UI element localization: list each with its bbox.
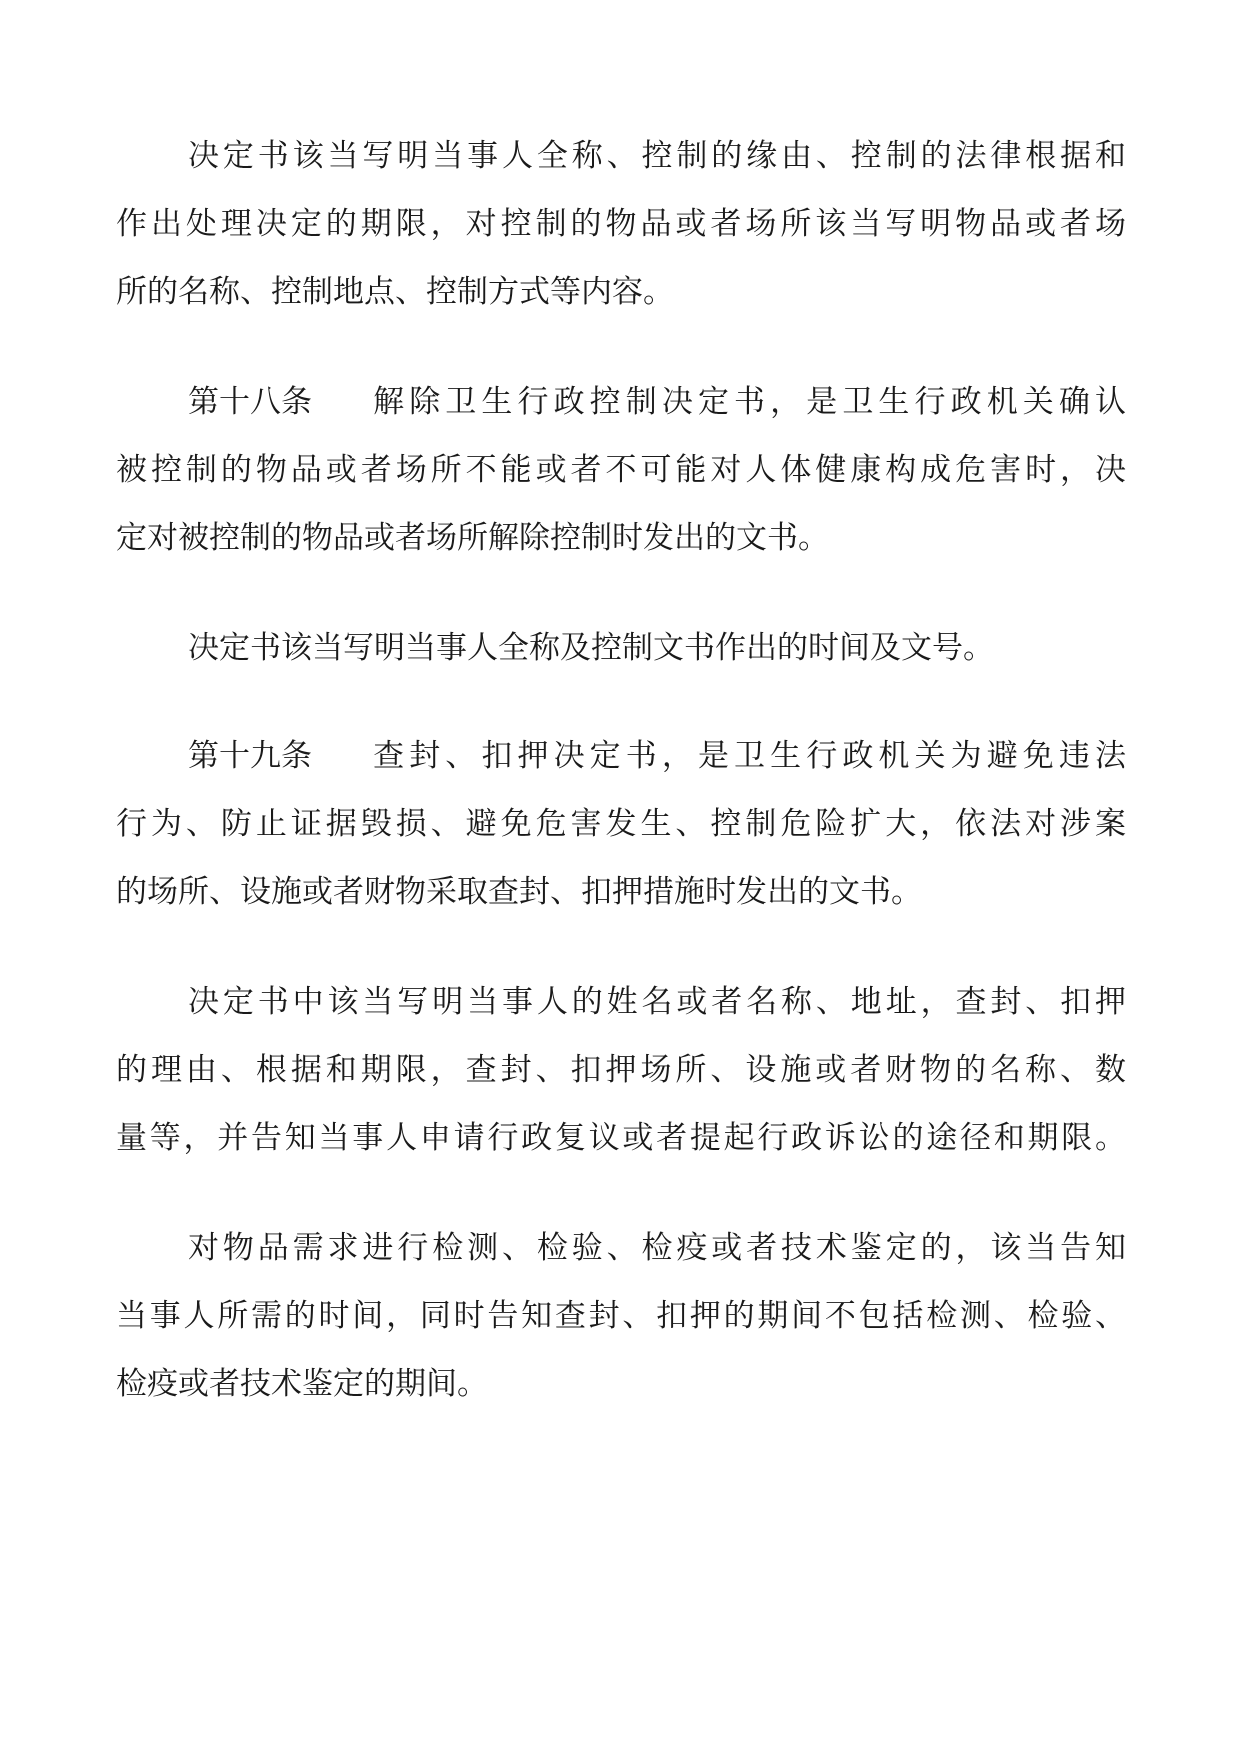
paragraph-line: 量等，并告知当事人申请行政复议或者提起行政诉讼的途径和期限。: [116, 1120, 1126, 1156]
paragraph-line: 决定书该当写明当事人全称、控制的缘由、控制的法律根据和: [188, 138, 1126, 174]
article-text: 查封、扣押决定书，是卫生行政机关为避免违法: [368, 738, 1126, 774]
paragraph-line: [116, 368, 1126, 436]
article-number: 第十八条: [188, 384, 312, 420]
paragraph-line: 对物品需求进行检测、检验、检疫或者技术鉴定的，该当告知: [188, 1230, 1126, 1266]
paragraph-line: 定对被控制的物品或者场所解除控制时发出的文书。: [116, 520, 829, 556]
paragraph-line: 行为、防止证据毁损、避免危害发生、控制危险扩大，依法对涉案: [116, 806, 1126, 842]
paragraph-article-18: [116, 368, 1126, 572]
paragraph-line: 的场所、设施或者财物采取查封、扣押措施时发出的文书。: [116, 874, 922, 910]
paragraph-3: [116, 614, 1126, 682]
article-number: 第十九条: [188, 738, 312, 774]
paragraph-1: [116, 122, 1126, 326]
paragraph-line: 决定书该当写明当事人全称及控制文书作出的时间及文号。: [188, 630, 994, 666]
paragraph-6: [116, 1214, 1126, 1418]
paragraph-article-19: [116, 722, 1126, 926]
paragraph-line: 的理由、根据和期限，查封、扣押场所、设施或者财物的名称、数: [116, 1052, 1126, 1088]
paragraph-line: 当事人所需的时间，同时告知查封、扣押的期间不包括检测、检验、: [116, 1298, 1126, 1334]
paragraph-line: 作出处理决定的期限，对控制的物品或者场所该当写明物品或者场: [116, 206, 1126, 242]
paragraph-line: 检疫或者技术鉴定的期间。: [116, 1366, 488, 1402]
paragraph-line: 所的名称、控制地点、控制方式等内容。: [116, 274, 674, 310]
paragraph-5: [116, 968, 1126, 1172]
paragraph-line: 被控制的物品或者场所不能或者不可能对人体健康构成危害时，决: [116, 452, 1126, 488]
paragraph-line: 决定书中该当写明当事人的姓名或者名称、地址，查封、扣押: [188, 984, 1126, 1020]
article-text: 解除卫生行政控制决定书，是卫生行政机关确认: [368, 384, 1126, 420]
paragraph-line: [116, 722, 1126, 790]
